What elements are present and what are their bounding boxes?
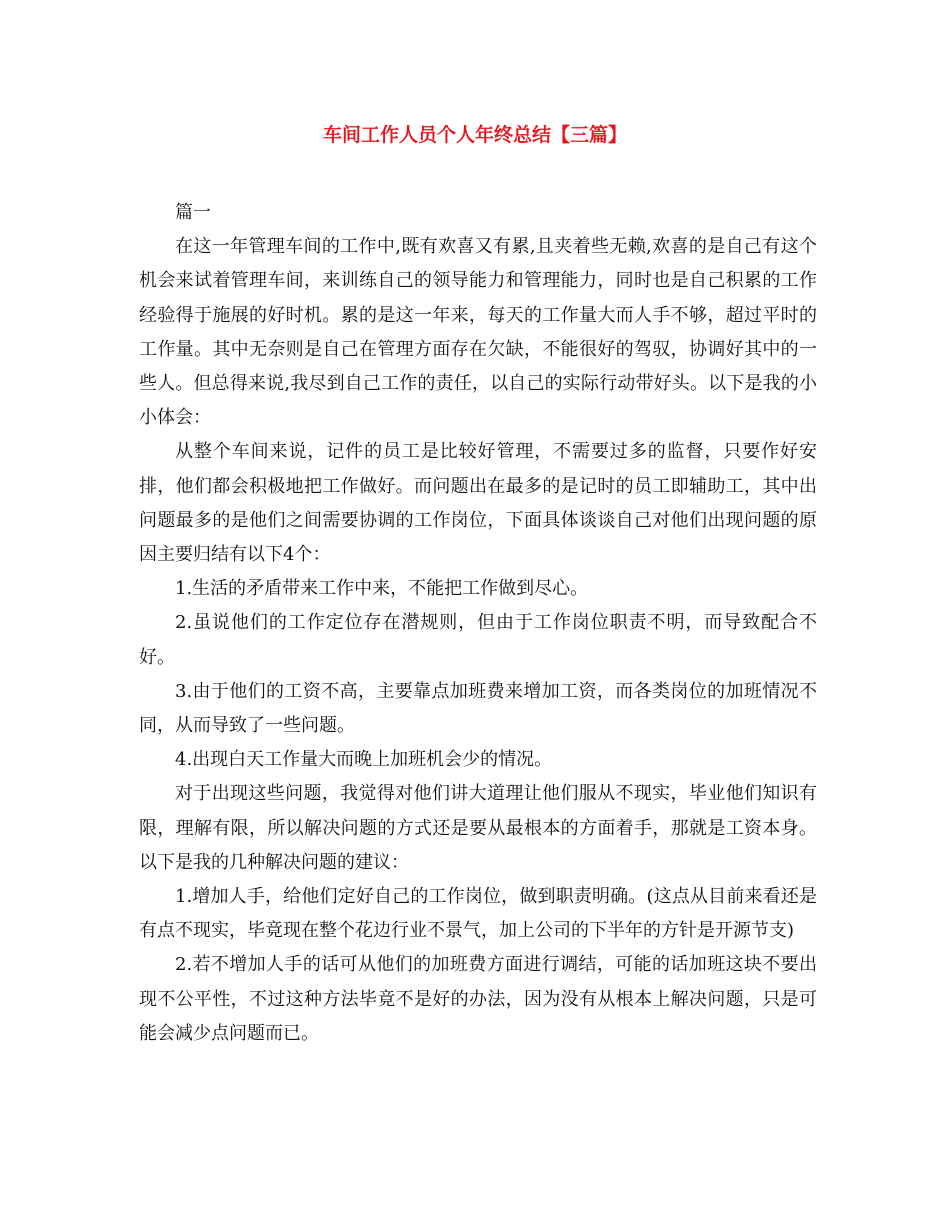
- list-item: 1.增加人手，给他们定好自己的工作岗位，做到职责明确。(这点从目前来看还是有点不现实，毕竟现在整个花边行业不景气，加上公司的下半年的方针是开源节支): [139, 886, 817, 942]
- body-paragraph: 对于出现这些问题，我觉得对他们讲大道理让他们服从不现实，毕业他们知识有限，理解有限，所以解决问题的方式还是要从最根本的方面着手，那就是工资本身。以下是我的几种解决问题的建议：: [139, 783, 817, 873]
- document-title: 车间工作人员个人年终总结【三篇】: [322, 124, 627, 146]
- body-paragraph: 在这一年管理车间的工作中,既有欢喜又有累,且夹着些无赖,欢喜的是自己有这个机会来试着管理车间，来训练自己的领导能力和管理能力，同时也是自己积累的工作经验得于施展的好时机。累的是这一年来，每天的工作量大而人手不够，超过平时的工作量。其中无奈则是自己在管理方面存在欠缺，不能很好的驾驭，协调好其中的一些人。但总得来说,我尽到自己工作的责任，以自己的实际行动带好头。以下是我的小小体会：: [139, 236, 817, 429]
- list-item: 3.由于他们的工资不高，主要靠点加班费来增加工资，而各类岗位的加班情况不同，从而导致了一些问题。: [139, 680, 817, 737]
- section-heading: 篇一: [175, 202, 211, 223]
- body-paragraph: 从整个车间来说，记件的员工是比较好管理，不需要过多的监督，只要作好安排，他们都会积极地把工作做好。而问题出在最多的是记时的员工即辅助工，其中出问题最多的是他们之间需要协调的工作岗位，下面具体谈谈自己对他们出现问题的原因主要归结有以下4个：: [139, 441, 817, 566]
- list-item: 2.若不增加人手的话可从他们的加班费方面进行调结，可能的话加班这块不要出现不公平性，不过这种方法毕竟不是好的办法，因为没有从根本上解决问题，只是可能会减少点问题而已。: [139, 954, 817, 1044]
- list-item: 4.出现白天工作量大而晚上加班机会少的情况。: [175, 749, 553, 771]
- list-item: 2.虽说他们的工作定位存在潜规则，但由于工作岗位职责不明，而导致配合不好。: [139, 612, 817, 668]
- list-item: 1.生活的矛盾带来工作中来，不能把工作做到尽心。: [175, 578, 589, 600]
- document-body: [139, 196, 817, 1051]
